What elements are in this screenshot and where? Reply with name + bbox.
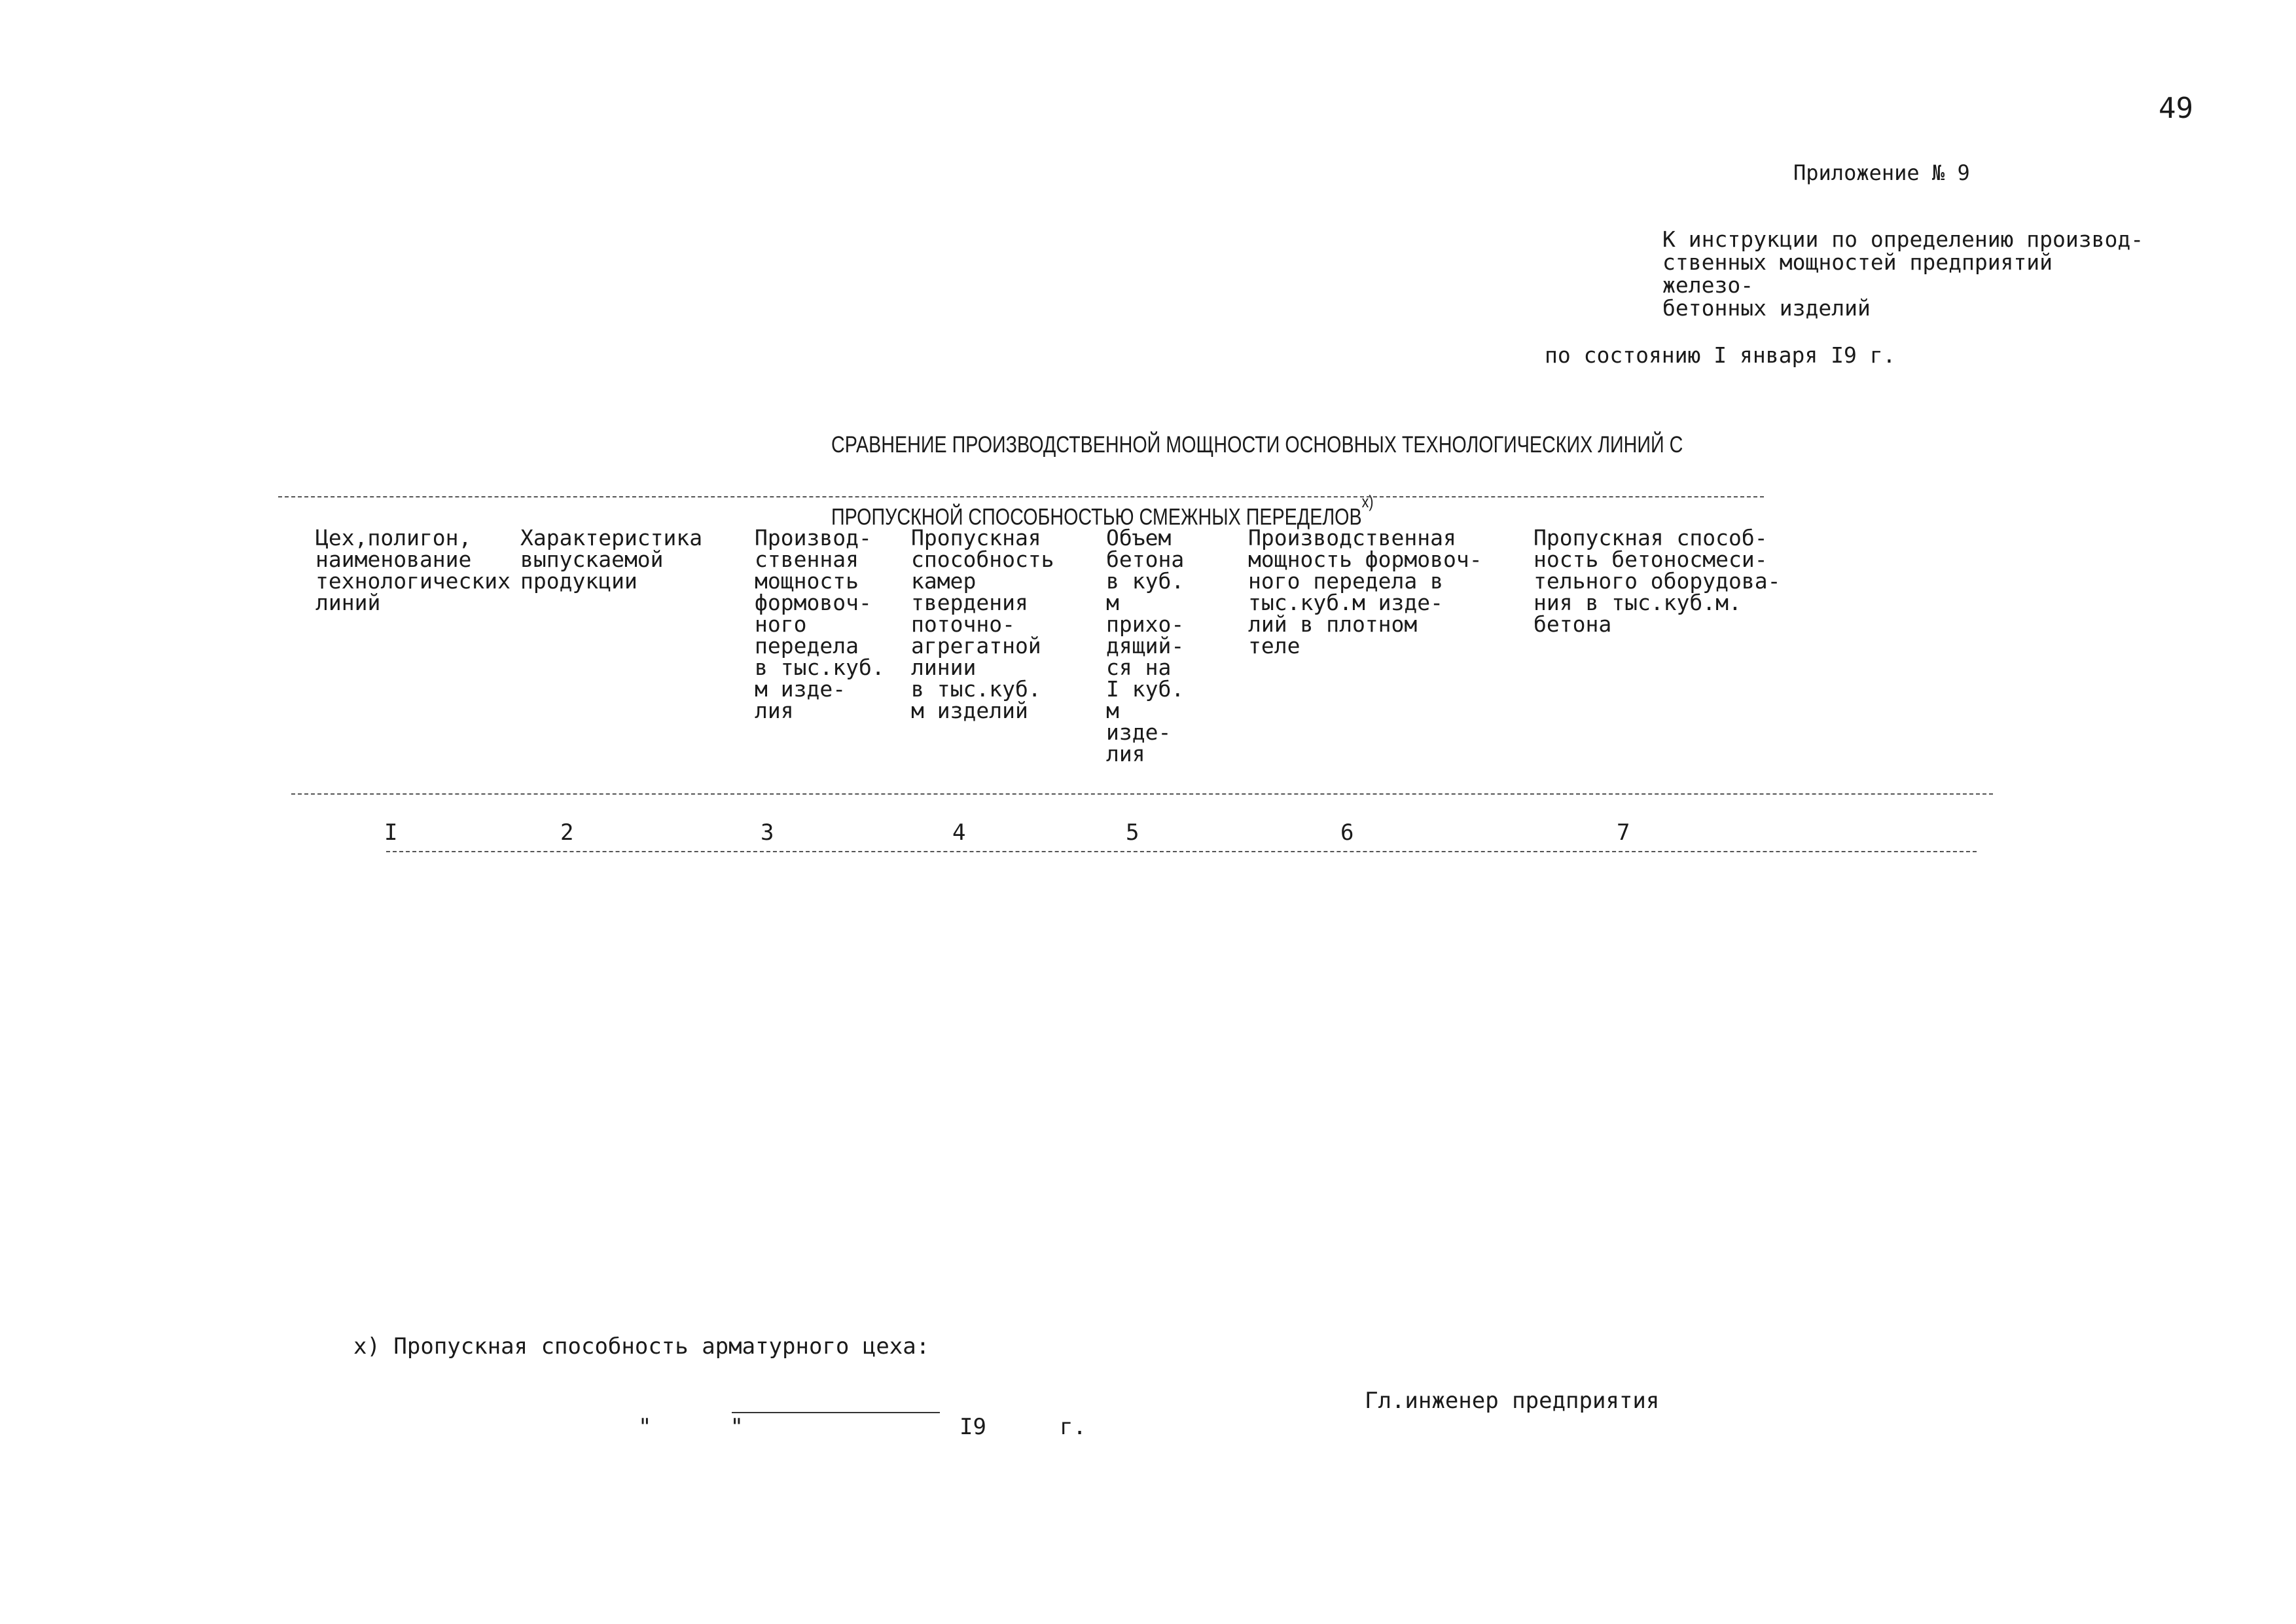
- column-number-7: 7: [1617, 820, 1630, 846]
- year-prefix: I9: [959, 1414, 986, 1440]
- instruction-reference: К инструкции по определению производ- ственных мощностей предприятий железо- бетонных изделий: [1662, 226, 2144, 321]
- header-col-2: Характеристика выпускаемой продукции: [520, 525, 703, 594]
- page-number: 49: [2159, 92, 2193, 125]
- column-number-3: 3: [761, 820, 774, 846]
- table-top-rule: [278, 496, 1764, 497]
- header-col-6: Производственная мощность формовоч- ного передела в тыс.куб.м изде- лий в плотном теле: [1248, 525, 1482, 659]
- as-of-date: по состоянию I января I9 г.: [1545, 342, 1896, 368]
- appendix-label: Приложение № 9: [1793, 160, 1970, 185]
- header-bottom-rule: [291, 793, 1993, 795]
- header-col-1: Цех,полигон, наименование технологических линий: [315, 525, 511, 615]
- column-number-6: 6: [1340, 820, 1354, 846]
- column-number-rule: [386, 851, 1977, 852]
- date-line: [638, 1388, 1086, 1440]
- title-line-2: ПРОПУСКНОЙ СПОСОБНОСТЬЮ СМЕЖНЫХ ПЕРЕДЕЛОВ: [831, 504, 1362, 530]
- quote-close: ": [730, 1414, 744, 1440]
- header-col-5: Объем бетона в куб. м прихо- дящий- ся на I куб. м изде- лия: [1106, 525, 1185, 767]
- year-suffix: г.: [1059, 1414, 1086, 1440]
- footnote: x) Пропускная способность арматурного цеха:: [353, 1333, 930, 1360]
- date-underline: [732, 1412, 940, 1413]
- title-line-1: СРАВНЕНИЕ ПРОИЗВОДСТВЕННОЙ МОЩНОСТИ ОСНОВНЫХ ТЕХНОЛОГИЧЕСКИХ ЛИНИЙ С: [831, 432, 1683, 458]
- header-col-4: Пропускная способность камер твердения поточно- агрегатной линии в тыс.куб. м изделий: [911, 525, 1054, 723]
- quote-open: ": [638, 1414, 652, 1440]
- column-number-4: 4: [952, 820, 966, 846]
- document-title: [831, 396, 1878, 534]
- signature-title: Гл.инженер предприятия: [1365, 1388, 1660, 1414]
- column-number-1: I: [384, 820, 398, 846]
- column-number-5: 5: [1126, 820, 1139, 846]
- header-col-7: Пропускная способ- ность бетоносмеси- тельного оборудова- ния в тыс.куб.м. бетона: [1534, 525, 1781, 637]
- header-col-3: Производ- ственная мощность формовоч- ного передела в тыс.куб. м изде- лия: [755, 525, 885, 723]
- column-number-2: 2: [560, 820, 574, 846]
- title-footnote-mark: x): [1361, 492, 1374, 511]
